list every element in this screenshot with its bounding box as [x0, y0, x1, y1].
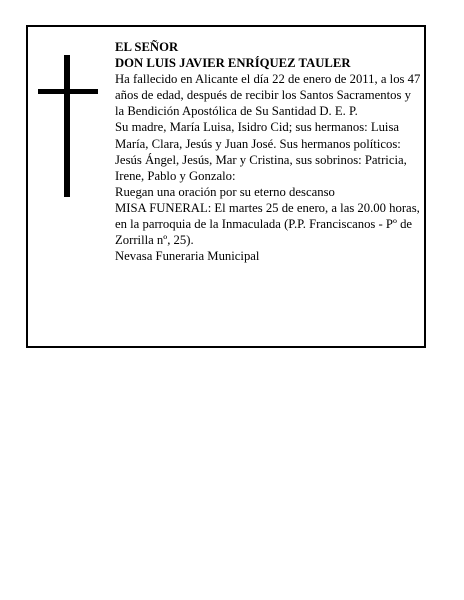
prayer-request: Ruegan una oración por su eterno descanso: [115, 184, 335, 199]
cross-icon: [38, 55, 98, 197]
cross-vertical-bar: [64, 55, 70, 197]
notice-heading-title: EL SEÑOR: [115, 40, 179, 54]
death-announcement: Ha fallecido en Alicante el día 22 de enero de 2011, a los 47 años de edad, después de recibir los Santos Sacramentos y la Bendición Apostólica de Su Santidad D. E. P.: [115, 72, 421, 119]
cross-horizontal-bar: [38, 89, 98, 94]
obituary-notice: [26, 25, 426, 348]
funeral-mass-details: MISA FUNERAL: El martes 25 de enero, a las 20.00 horas, en la parroquia de la Inmaculada (P.P. Franciscanos - Pº de Zorrilla nº, 25).: [115, 200, 420, 248]
funeral-home: Nevasa Funeraria Municipal: [115, 249, 260, 264]
notice-text: [115, 39, 423, 264]
family-members: Su madre, María Luisa, Isidro Cid; sus hermanos: Luisa María, Clara, Jesús y Juan José. Sus hermanos políticos: Jesús Ángel, Jesús, Mar y Cristina, sus sobrinos: Patricia, Irene, Pablo y Gonzalo:: [115, 120, 407, 183]
deceased-name: DON LUIS JAVIER ENRÍQUEZ TAULER: [115, 56, 351, 71]
